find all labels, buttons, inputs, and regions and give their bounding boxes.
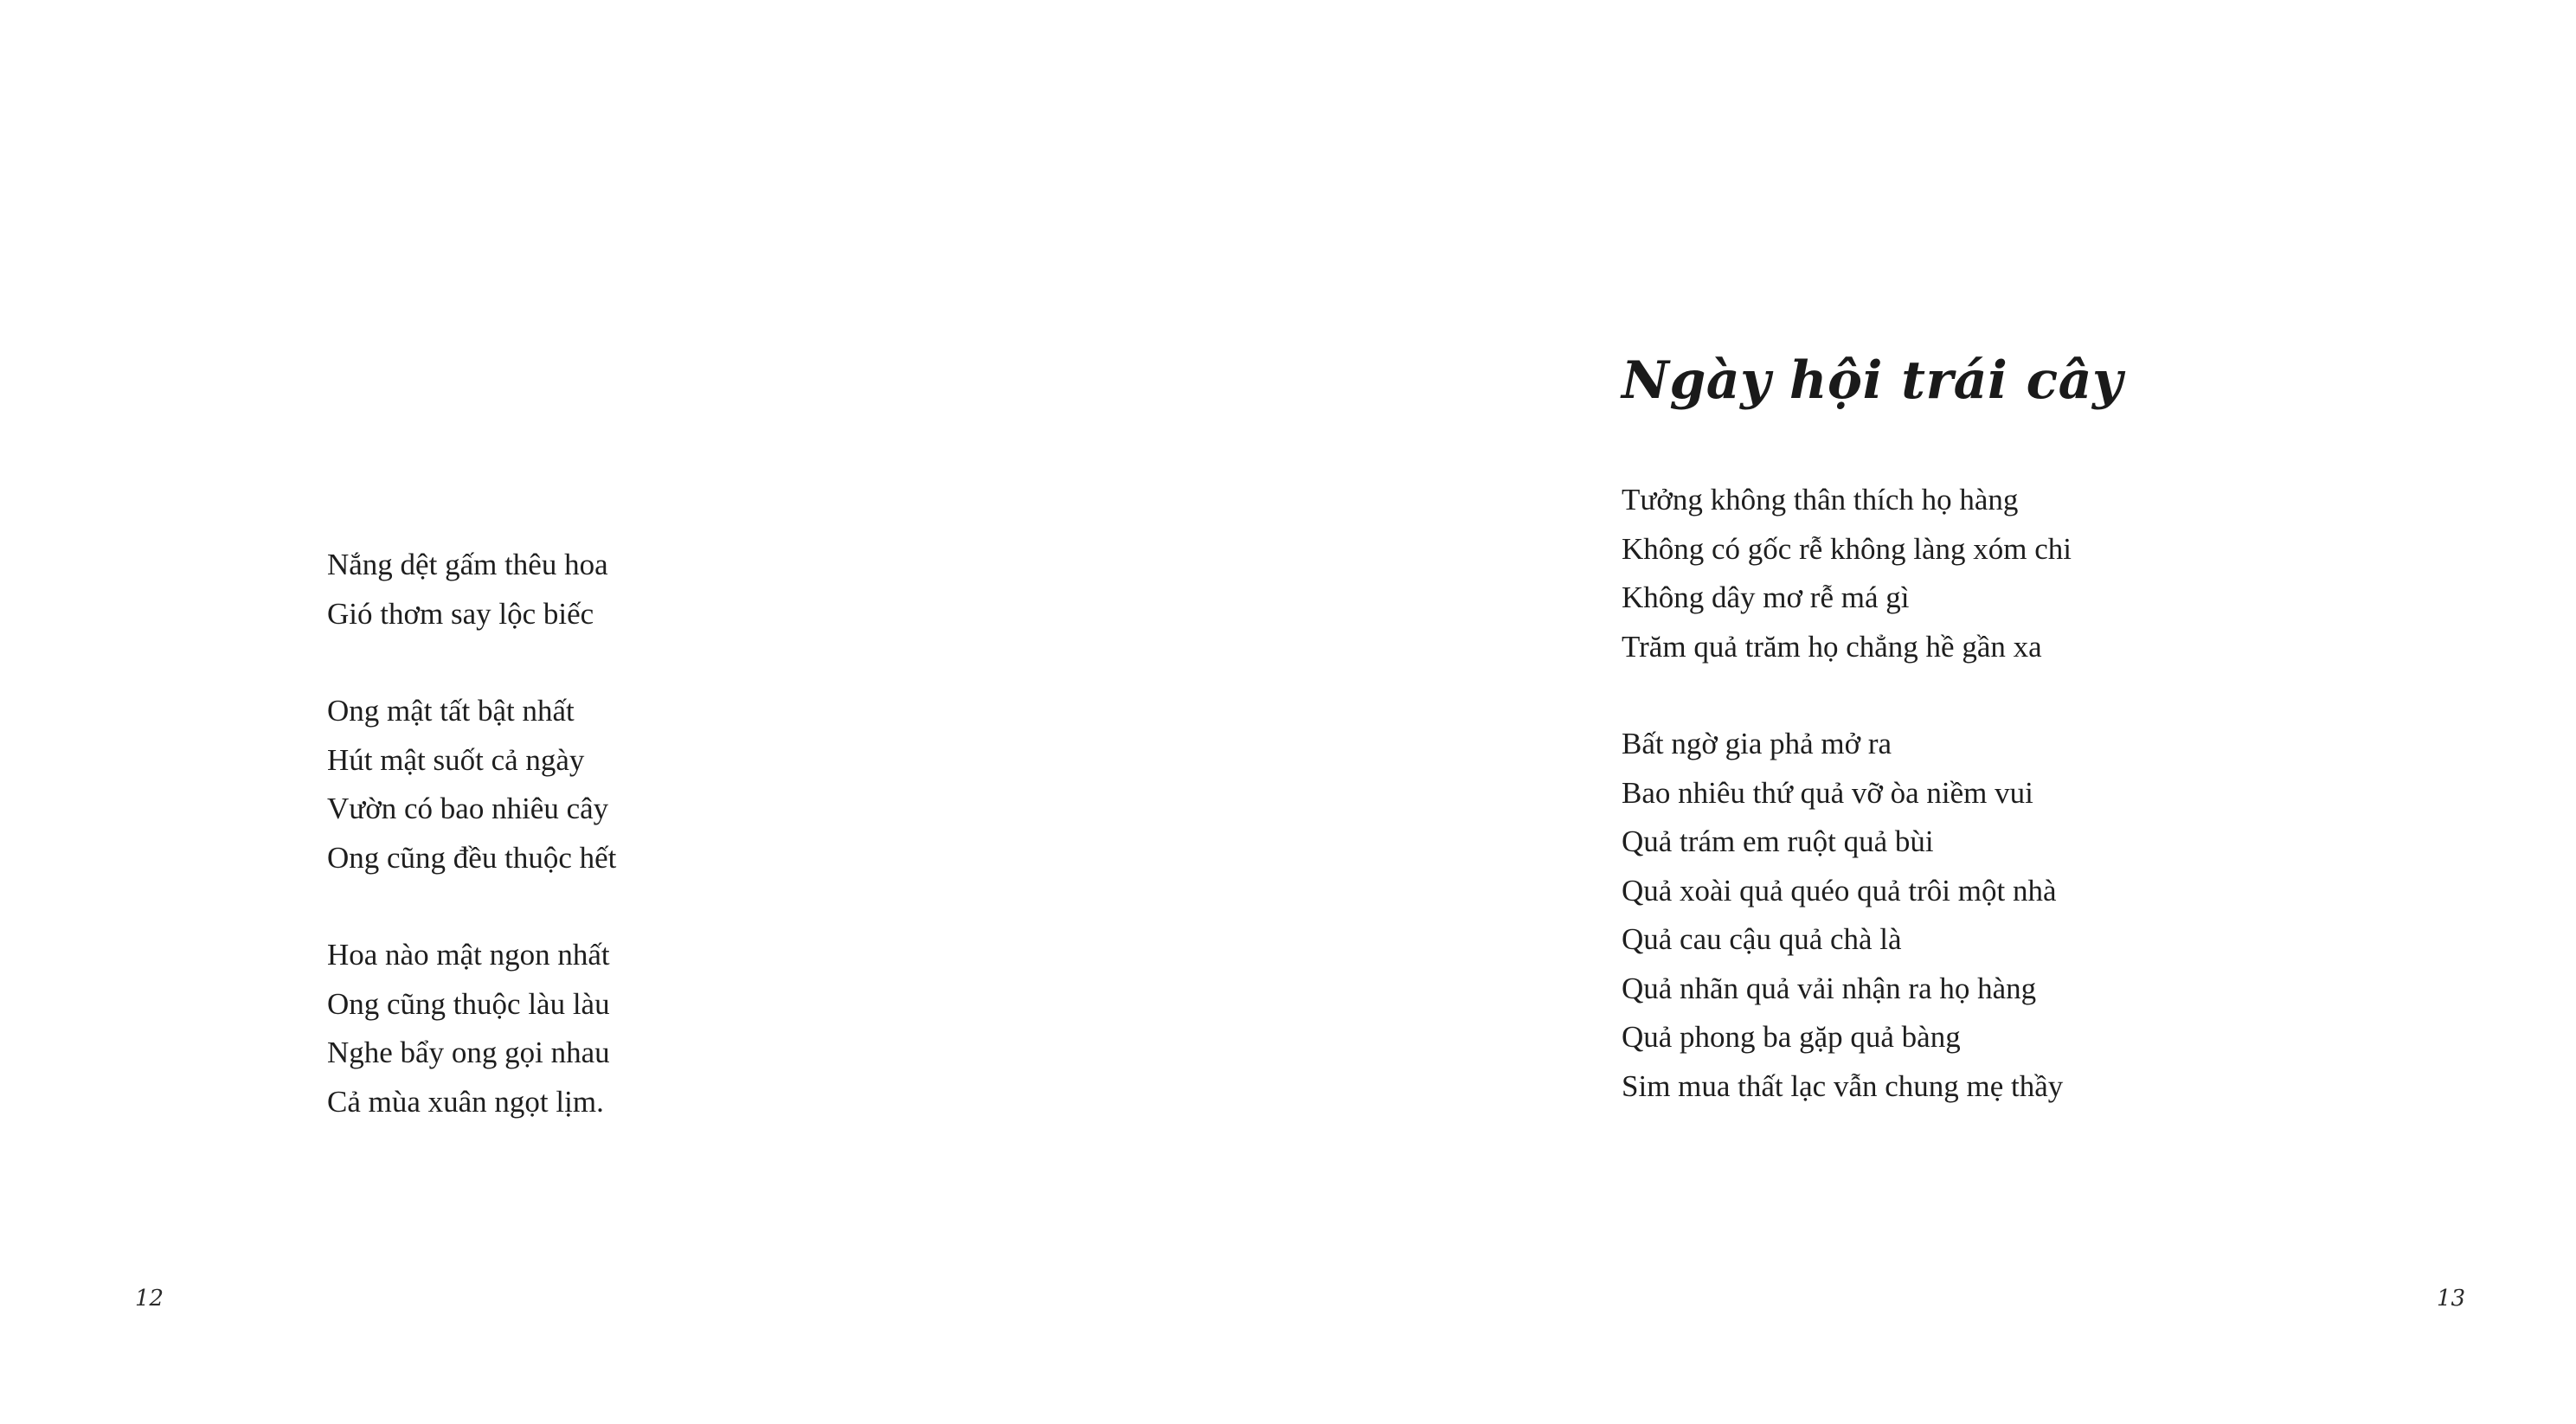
- poem-line: Nghe bẩy ong gọi nhau: [327, 1036, 610, 1069]
- poem-line: Bao nhiêu thứ quả vỡ òa niềm vui: [1622, 775, 2033, 810]
- poem-line: Trăm quả trăm họ chẳng hề gần xa: [1622, 629, 2042, 664]
- poem-title: Ngày hội trái cây: [1622, 350, 2123, 411]
- poem-line: Vườn có bao nhiêu cây: [327, 792, 609, 825]
- poem-line: Hút mật suốt cả ngày: [327, 742, 585, 777]
- poem-line: Tưởng không thân thích họ hàng: [1622, 483, 2019, 516]
- poem-line: Quả nhãn quả vải nhận ra họ hàng: [1622, 971, 2037, 1005]
- poem-line: Hoa nào mật ngon nhất: [327, 938, 610, 972]
- poem-line: Ong cũng thuộc làu làu: [327, 986, 610, 1021]
- poem-line: Quả trám em ruột quả bùi: [1622, 824, 1934, 858]
- poem-line: Không có gốc rễ không làng xóm chi: [1622, 531, 2072, 566]
- poem-line: Sim mua thất lạc vẫn chung mẹ thầy: [1622, 1068, 2064, 1103]
- right-poem: [1622, 476, 2072, 1111]
- poem-line: Không dây mơ rễ má gì: [1622, 581, 1910, 614]
- poem-line: Quả phong ba gặp quả bàng: [1622, 1020, 1961, 1054]
- poem-line: Quả xoài quả quéo quả trôi một nhà: [1622, 873, 2057, 908]
- left-stanza-2: [327, 687, 616, 882]
- poem-line: Ong mật tất bật nhất: [327, 694, 575, 728]
- right-stanza-2: [1622, 720, 2072, 1111]
- left-stanza-3: [327, 931, 616, 1126]
- poem-line: Bất ngờ gia phả mở ra: [1622, 727, 1892, 760]
- right-stanza-1: [1622, 476, 2072, 671]
- page-number-left: 12: [135, 1286, 164, 1312]
- poem-line: Cả mùa xuân ngọt lịm.: [327, 1084, 604, 1119]
- left-poem: [327, 541, 616, 1126]
- poem-line: Gió thơm say lộc biếc: [327, 596, 594, 631]
- poem-line: Nắng dệt gấm thêu hoa: [327, 548, 608, 581]
- poem-line: Quả cau cậu quả chà là: [1622, 922, 1902, 956]
- left-stanza-1: [327, 541, 616, 638]
- page-number-right: 13: [2437, 1286, 2466, 1312]
- poem-line: Ong cũng đều thuộc hết: [327, 840, 617, 875]
